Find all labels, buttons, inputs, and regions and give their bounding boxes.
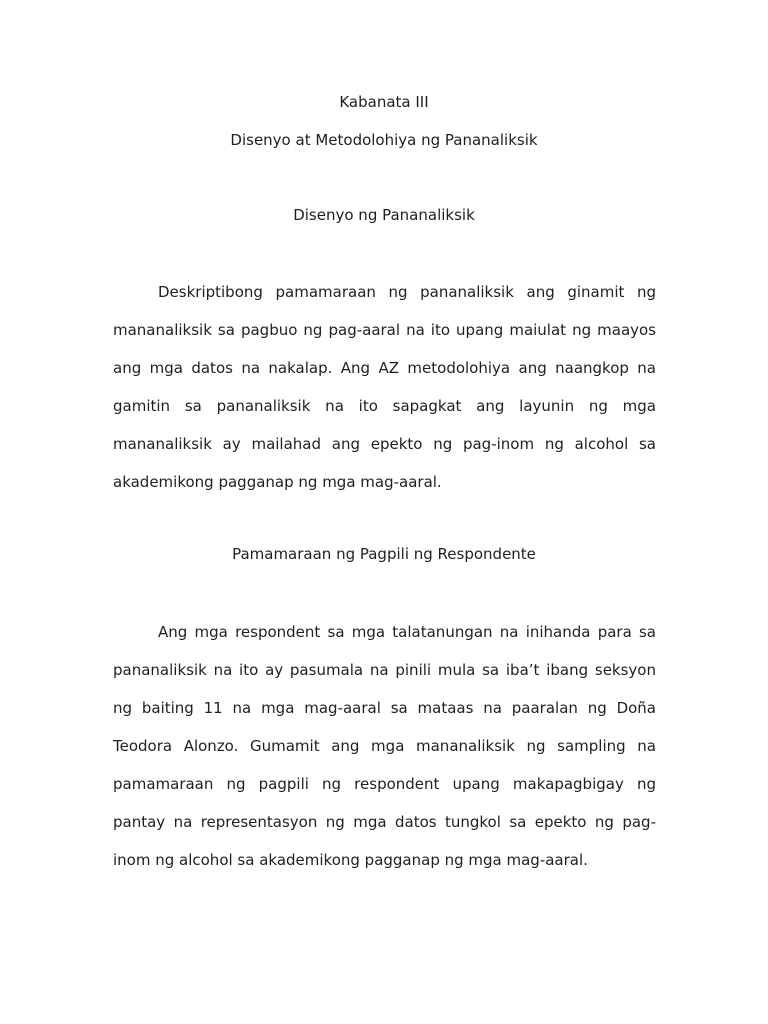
paragraph-line: Teodora Alonzo. Gumamit ang mga mananaliksik ng sampling na <box>113 737 656 755</box>
paragraph-line: gamitin sa pananaliksik na ito sapagkat ang layunin ng mga <box>113 397 656 415</box>
paragraph-line: mananaliksik ay mailahad ang epekto ng pag-inom ng alcohol sa <box>113 435 656 453</box>
paragraph-line: pamamaraan ng pagpili ng respondent upang makapagbigay ng <box>113 775 656 793</box>
paragraph-line: Deskriptibong pamamaraan ng pananaliksik ang ginamit ng <box>158 283 656 301</box>
paragraph-line: mananaliksik sa pagbuo ng pag-aaral na ito upang maiulat ng maayos <box>113 321 656 339</box>
paragraph-line: pananaliksik na ito ay pasumala na pinili mula sa iba’t ibang seksyon <box>113 661 656 679</box>
paragraph-line: Ang mga respondent sa mga talatanungan na inihanda para sa <box>158 623 656 641</box>
paragraph-line: pantay na representasyon ng mga datos tungkol sa epekto ng pag- <box>113 813 656 831</box>
paragraph-line: inom ng alcohol sa akademikong pagganap ng mga mag-aaral. <box>113 851 588 869</box>
paragraph-line: ng baiting 11 na mga mag-aaral sa mataas na paaralan ng Doña <box>113 699 656 717</box>
section-heading-pagpili: Pamamaraan ng Pagpili ng Respondente <box>232 545 536 563</box>
chapter-label: Kabanata III <box>339 93 429 111</box>
paragraph-disenyo <box>113 281 656 509</box>
chapter-title: Disenyo at Metodolohiya ng Pananaliksik <box>230 131 538 149</box>
paragraph-line: ang mga datos na nakalap. Ang AZ metodolohiya ang naangkop na <box>113 359 656 377</box>
paragraph-line: akademikong pagganap ng mga mag-aaral. <box>113 473 442 491</box>
section-heading-disenyo: Disenyo ng Pananaliksik <box>293 206 475 224</box>
paragraph-pagpili <box>113 621 656 887</box>
